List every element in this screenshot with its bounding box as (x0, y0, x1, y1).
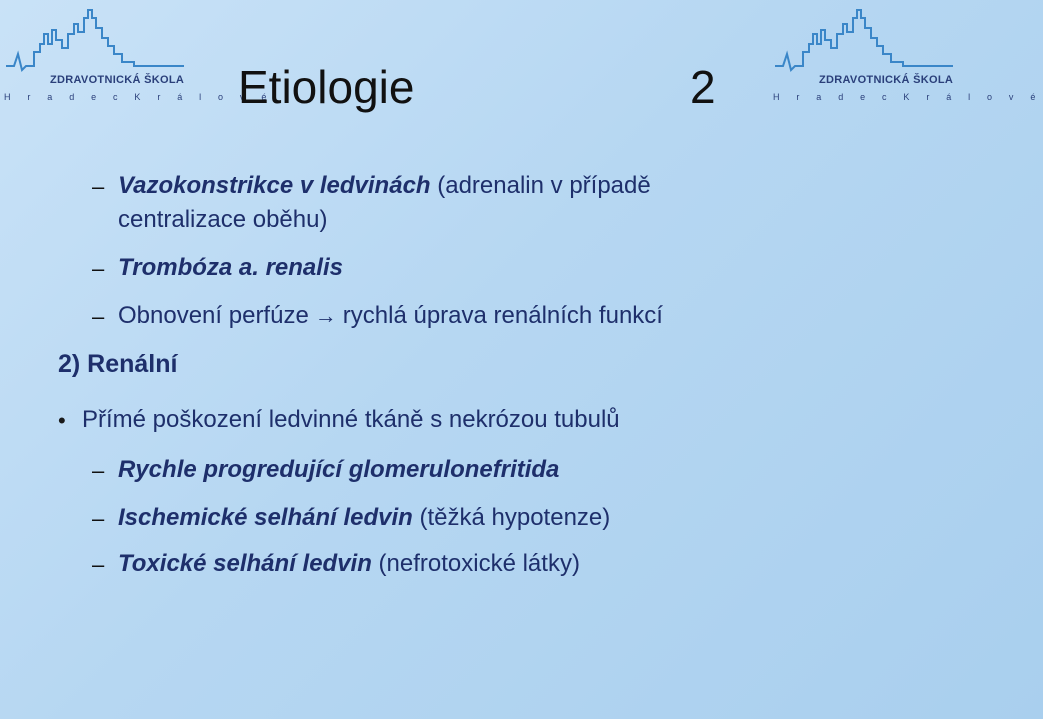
item-emphasis: Toxické selhání ledvin (118, 550, 372, 577)
item-text-b: rychlá úprava renálních funkcí (342, 302, 663, 329)
dash-marker: – (92, 506, 105, 531)
dash-marker: – (92, 304, 105, 329)
list-item-continuation: centralizace oběhu) (118, 206, 328, 233)
slide-number: 2 (690, 61, 716, 113)
school-logo-right (773, 4, 1043, 104)
list-item-glomerulonefritida (118, 456, 559, 484)
skyline-ecg-icon (773, 4, 955, 76)
item-detail: (nefrotoxické látky) (371, 550, 580, 577)
item-detail: (adrenalin v případě (430, 172, 651, 199)
list-item-ischemicke (118, 504, 610, 532)
item-emphasis: Rychle progredující glomerulonefritida (118, 456, 560, 483)
slide-title: Etiologie (238, 61, 415, 113)
school-city: H r a d e c K r á l o v é (4, 92, 274, 102)
item-text-a: Obnovení perfúze (118, 302, 309, 329)
school-name: ZDRAVOTNICKÁ ŠKOLA (50, 74, 185, 86)
school-logo-left (4, 4, 274, 104)
arrow-right-icon: → (314, 303, 337, 328)
list-item-obnoveni (118, 302, 663, 330)
skyline-ecg-icon (4, 4, 186, 76)
item-emphasis: Vazokonstrikce v ledvinách (118, 172, 431, 199)
item-emphasis: Ischemické selhání ledvin (118, 504, 413, 531)
school-name: ZDRAVOTNICKÁ ŠKOLA (819, 74, 954, 86)
bullet-marker: • (58, 408, 66, 433)
school-city: H r a d e c K r á l o v é (773, 92, 1043, 102)
list-item-tromboza (118, 254, 343, 282)
item-emphasis: Trombóza a. renalis (118, 254, 343, 281)
dash-marker: – (92, 552, 105, 577)
dash-marker: – (92, 458, 105, 483)
list-item-vazokonstrikce (118, 172, 651, 200)
dash-marker: – (92, 174, 105, 199)
dash-marker: – (92, 256, 105, 281)
item-detail: (těžká hypotenze) (412, 504, 611, 531)
list-item-toxicke (118, 550, 580, 578)
bullet-item-prime-poskozeni: Přímé poškození ledvinné tkáně s nekrózou tubulů (82, 406, 620, 433)
section-heading: 2) Renální (58, 350, 178, 378)
